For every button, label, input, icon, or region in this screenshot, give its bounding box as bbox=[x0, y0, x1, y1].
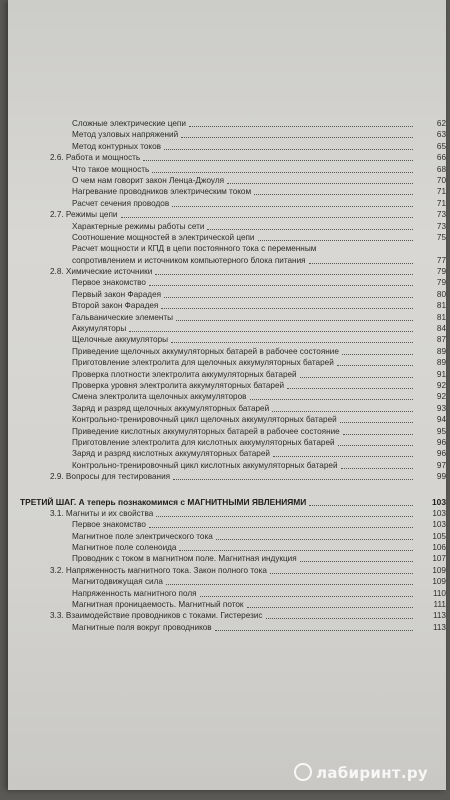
toc-entry-title: Контрольно-тренировочный цикл щелочных аккумуляторных батарей bbox=[72, 415, 337, 425]
toc-subsection-row bbox=[8, 448, 446, 459]
toc-page-number: 75 bbox=[436, 232, 446, 242]
toc-dot-leader bbox=[215, 622, 413, 631]
toc-entry-title: Метод контурных токов bbox=[72, 141, 161, 151]
toc-dot-leader bbox=[337, 357, 413, 366]
toc-page-number: 84 bbox=[436, 324, 446, 334]
toc-page-number: 94 bbox=[436, 415, 446, 425]
toc-entry-title: Приготовление электролита для кислотных аккумуляторных батарей bbox=[72, 437, 335, 447]
toc-page-number: 63 bbox=[436, 130, 446, 140]
toc-entry-title: 2.7. Режимы цепи bbox=[50, 210, 118, 220]
toc-entry-title: Магнитодвижущая сила bbox=[72, 577, 163, 587]
toc-page-number: 113 bbox=[432, 622, 446, 632]
toc-section-row bbox=[8, 152, 446, 163]
toc-dot-leader bbox=[164, 141, 413, 150]
toc-subsection-row bbox=[8, 323, 446, 334]
toc-entry-title: 2.8. Химические источники bbox=[50, 267, 153, 277]
toc-dot-leader bbox=[200, 588, 413, 597]
toc-entry-title: Соотношение мощностей в электрической цепи bbox=[72, 232, 255, 242]
toc-entry-title: Смена электролита щелочных аккумуляторов bbox=[72, 392, 247, 402]
toc-dot-leader bbox=[258, 232, 413, 241]
toc-page-number: 92 bbox=[436, 392, 446, 402]
book-page bbox=[8, 0, 446, 790]
toc-dot-leader bbox=[161, 300, 413, 309]
toc-page-number: 87 bbox=[436, 335, 446, 345]
toc-entry-title: Первое знакомство bbox=[72, 520, 146, 530]
toc-entry-title: Магнитные поля вокруг проводников bbox=[72, 622, 212, 632]
toc-entry-title: Щелочные аккумуляторы bbox=[72, 335, 169, 345]
toc-dot-leader bbox=[179, 542, 413, 551]
toc-section-row bbox=[8, 266, 446, 277]
toc-subsection-row bbox=[8, 300, 446, 311]
toc-dot-leader bbox=[270, 565, 413, 574]
toc-page-number: 107 bbox=[432, 554, 446, 564]
toc-dot-leader bbox=[300, 369, 413, 378]
toc-entry-title: 3.3. Взаимодействие проводников с токами. Гистерезис bbox=[50, 611, 263, 621]
toc-page-number: 91 bbox=[436, 369, 446, 379]
toc-page-number: 79 bbox=[436, 267, 446, 277]
toc-entry-title: Заряд и разряд щелочных аккумуляторных батарей bbox=[72, 403, 270, 413]
toc-entry-title: 2.6. Работа и мощность bbox=[50, 153, 141, 163]
toc-page-number: 99 bbox=[436, 472, 446, 482]
toc-entry-title: Сложные электрические цепи bbox=[72, 119, 186, 128]
toc-entry-title: Нагревание проводников электрическим током bbox=[72, 187, 252, 197]
toc-entry-title: Контрольно-тренировочный цикл кислотных аккумуляторных батарей bbox=[72, 460, 338, 470]
toc-page-number: 81 bbox=[436, 301, 446, 311]
toc-entry-title: Расчет мощности и КПД в цепи постоянного тока с переменным bbox=[72, 244, 317, 254]
section-gap bbox=[8, 483, 446, 497]
toc-page-number: 96 bbox=[436, 449, 446, 459]
toc-dot-leader bbox=[155, 266, 413, 275]
toc-subsection-row bbox=[8, 531, 446, 542]
toc-subsection-row bbox=[8, 164, 446, 175]
toc-subsection-row bbox=[8, 232, 446, 243]
toc-dot-leader bbox=[189, 118, 413, 127]
toc-entry-title: ТРЕТИЙ ШАГ. А теперь познакомимся с МАГНИТНЫМИ ЯВЛЕНИЯМИ bbox=[20, 496, 307, 507]
toc-subsection-row bbox=[8, 141, 446, 152]
toc-subsection-row bbox=[8, 255, 446, 266]
toc-page-number: 106 bbox=[432, 543, 446, 553]
toc-dot-leader bbox=[250, 391, 413, 400]
toc-page-number: 113 bbox=[432, 611, 446, 621]
toc-page-number: 93 bbox=[436, 403, 446, 413]
toc-subsection-row bbox=[8, 391, 446, 402]
toc-dot-leader bbox=[309, 255, 413, 264]
toc-subsection-row bbox=[8, 622, 446, 633]
toc-page-number: 73 bbox=[436, 210, 446, 220]
toc-subsection-row bbox=[8, 312, 446, 323]
toc-subsection-row bbox=[8, 542, 446, 553]
toc-subsection-row bbox=[8, 186, 446, 197]
toc-dot-leader bbox=[216, 531, 413, 540]
toc-dot-leader bbox=[143, 152, 413, 161]
toc-page-number: 70 bbox=[436, 175, 446, 185]
toc-dot-leader bbox=[149, 519, 413, 528]
toc-entry-title: О чем нам говорит закон Ленца-Джоуля bbox=[72, 175, 225, 185]
toc-section-row bbox=[8, 471, 446, 482]
toc-dot-leader bbox=[338, 437, 413, 446]
toc-dot-leader bbox=[341, 460, 413, 469]
toc-page-number: 71 bbox=[436, 198, 446, 208]
toc-page-number: 103 bbox=[432, 520, 446, 530]
toc-subsection-row bbox=[8, 369, 446, 380]
toc-dot-leader bbox=[247, 599, 413, 608]
labirint-watermark: лабиринт.ру bbox=[294, 763, 428, 782]
toc-page-number: 92 bbox=[436, 380, 446, 390]
labirint-logo-icon bbox=[294, 763, 312, 781]
toc-page-number: 89 bbox=[436, 346, 446, 356]
toc-dot-leader bbox=[149, 277, 413, 286]
toc-entry-title: Заряд и разряд кислотных аккумуляторных батарей bbox=[72, 449, 270, 459]
toc-subsection-row bbox=[8, 519, 446, 530]
toc-entry-title: Первое знакомство bbox=[72, 278, 146, 288]
toc-subsection-row bbox=[8, 118, 446, 129]
toc-page-number: 79 bbox=[436, 278, 446, 288]
toc-dot-leader bbox=[227, 175, 413, 184]
toc-dot-leader bbox=[287, 380, 413, 389]
toc-dot-leader bbox=[273, 448, 413, 457]
toc-page-number: 109 bbox=[432, 565, 446, 575]
toc-subsection-row bbox=[8, 346, 446, 357]
toc-subsection-row bbox=[8, 129, 446, 140]
toc-entry-title: Метод узловых напряжений bbox=[72, 130, 179, 140]
toc-entry-title: Аккумуляторы bbox=[72, 324, 127, 334]
toc-entry-title: Характерные режимы работы сети bbox=[72, 221, 205, 231]
toc-page-number: 105 bbox=[432, 531, 446, 541]
toc-subsection-row bbox=[8, 277, 446, 288]
toc-page-number: 77 bbox=[436, 255, 446, 265]
toc-page-number: 62 bbox=[436, 119, 446, 128]
toc-entry-title: Проводник с током в магнитном поле. Магнитная индукция bbox=[72, 554, 297, 564]
toc-subsection-row bbox=[8, 380, 446, 391]
toc-subsection-row bbox=[8, 403, 446, 414]
toc-dot-leader bbox=[176, 312, 413, 321]
toc-dot-leader bbox=[166, 576, 413, 585]
toc-subsection-row bbox=[8, 334, 446, 345]
toc-dot-leader bbox=[129, 323, 413, 332]
toc-page-number: 97 bbox=[436, 460, 446, 470]
toc-page-number: 103 bbox=[432, 508, 446, 518]
toc-page-number: 71 bbox=[436, 187, 446, 197]
toc-entry-title: Первый закон Фарадея bbox=[72, 289, 162, 299]
toc-subsection-row bbox=[8, 175, 446, 186]
toc-dot-leader bbox=[156, 508, 413, 517]
toc-page-number: 89 bbox=[436, 358, 446, 368]
toc-entry-title: 2.9. Вопросы для тестирования bbox=[50, 472, 171, 482]
toc-subsection-row bbox=[8, 243, 446, 254]
toc-subsection-row bbox=[8, 599, 446, 610]
toc-entry-title: сопротивлением и источником компьютерного блока питания bbox=[72, 255, 306, 265]
toc-section-row bbox=[8, 508, 446, 519]
toc-dot-leader bbox=[343, 426, 413, 435]
toc-entry-title: Второй закон Фарадея bbox=[72, 301, 159, 311]
table-of-contents bbox=[8, 118, 446, 633]
toc-page-number: 110 bbox=[432, 588, 446, 598]
toc-entry-title: Приведение щелочных аккумуляторных батарей в рабочее состояние bbox=[72, 346, 339, 356]
toc-section-row bbox=[8, 610, 446, 621]
toc-page-number: 95 bbox=[436, 426, 446, 436]
toc-dot-leader bbox=[309, 497, 413, 506]
toc-page-number: 96 bbox=[436, 437, 446, 447]
toc-entry-title: Приготовление электролита для щелочных аккумуляторных батарей bbox=[72, 358, 334, 368]
toc-subsection-row bbox=[8, 553, 446, 564]
toc-dot-leader bbox=[254, 186, 413, 195]
toc-page-number: 80 bbox=[436, 289, 446, 299]
toc-subsection-row bbox=[8, 460, 446, 471]
toc-section-row bbox=[8, 209, 446, 220]
toc-dot-leader bbox=[181, 129, 413, 138]
toc-subsection-row bbox=[8, 198, 446, 209]
toc-page-number: 109 bbox=[432, 577, 446, 587]
toc-entry-title: Расчет сечения проводов bbox=[72, 198, 170, 208]
toc-entry-title: Проверка уровня электролита аккумуляторных батарей bbox=[72, 380, 285, 390]
toc-subsection-row bbox=[8, 289, 446, 300]
toc-page-number: 66 bbox=[436, 153, 446, 163]
toc-page-number: 111 bbox=[433, 600, 446, 610]
toc-entry-title: Проверка плотности электролита аккумуляторных батарей bbox=[72, 369, 297, 379]
toc-dot-leader bbox=[342, 346, 413, 355]
toc-subsection-row bbox=[8, 576, 446, 587]
toc-entry-title: Магнитное поле электрического тока bbox=[72, 531, 213, 541]
toc-entry-title: 3.1. Магниты и их свойства bbox=[50, 508, 154, 518]
toc-dot-leader bbox=[171, 334, 413, 343]
toc-dot-leader bbox=[266, 610, 413, 619]
toc-section-row bbox=[8, 565, 446, 576]
toc-subsection-row bbox=[8, 414, 446, 425]
toc-subsection-row bbox=[8, 588, 446, 599]
toc-page-number: 73 bbox=[436, 221, 446, 231]
toc-page-number: 81 bbox=[436, 312, 446, 322]
toc-chapter-row bbox=[8, 497, 446, 508]
toc-entry-title: Напряженность магнитного поля bbox=[72, 588, 197, 598]
toc-dot-leader bbox=[272, 403, 413, 412]
toc-dot-leader bbox=[152, 164, 413, 173]
toc-subsection-row bbox=[8, 357, 446, 368]
toc-entry-title: 3.2. Напряженность магнитного тока. Закон полного тока bbox=[50, 565, 267, 575]
toc-entry-title: Что такое мощность bbox=[72, 164, 150, 174]
toc-dot-leader bbox=[207, 221, 413, 230]
toc-page-number: 68 bbox=[436, 164, 446, 174]
toc-dot-leader bbox=[121, 209, 413, 218]
toc-dot-leader bbox=[172, 198, 413, 207]
toc-dot-leader bbox=[340, 414, 413, 423]
toc-entry-title: Магнитное поле соленоида bbox=[72, 543, 177, 553]
toc-entry-title: Приведение кислотных аккумуляторных батарей в рабочее состояние bbox=[72, 426, 340, 436]
toc-dot-leader bbox=[300, 553, 413, 562]
toc-subsection-row bbox=[8, 437, 446, 448]
toc-subsection-row bbox=[8, 221, 446, 232]
toc-dot-leader bbox=[173, 471, 413, 480]
toc-page-number: 103 bbox=[432, 496, 446, 507]
toc-subsection-row bbox=[8, 426, 446, 437]
toc-entry-title: Магнитная проницаемость. Магнитный поток bbox=[72, 600, 244, 610]
toc-dot-leader bbox=[164, 289, 413, 298]
toc-page-number: 65 bbox=[436, 141, 446, 151]
toc-entry-title: Гальванические элементы bbox=[72, 312, 174, 322]
